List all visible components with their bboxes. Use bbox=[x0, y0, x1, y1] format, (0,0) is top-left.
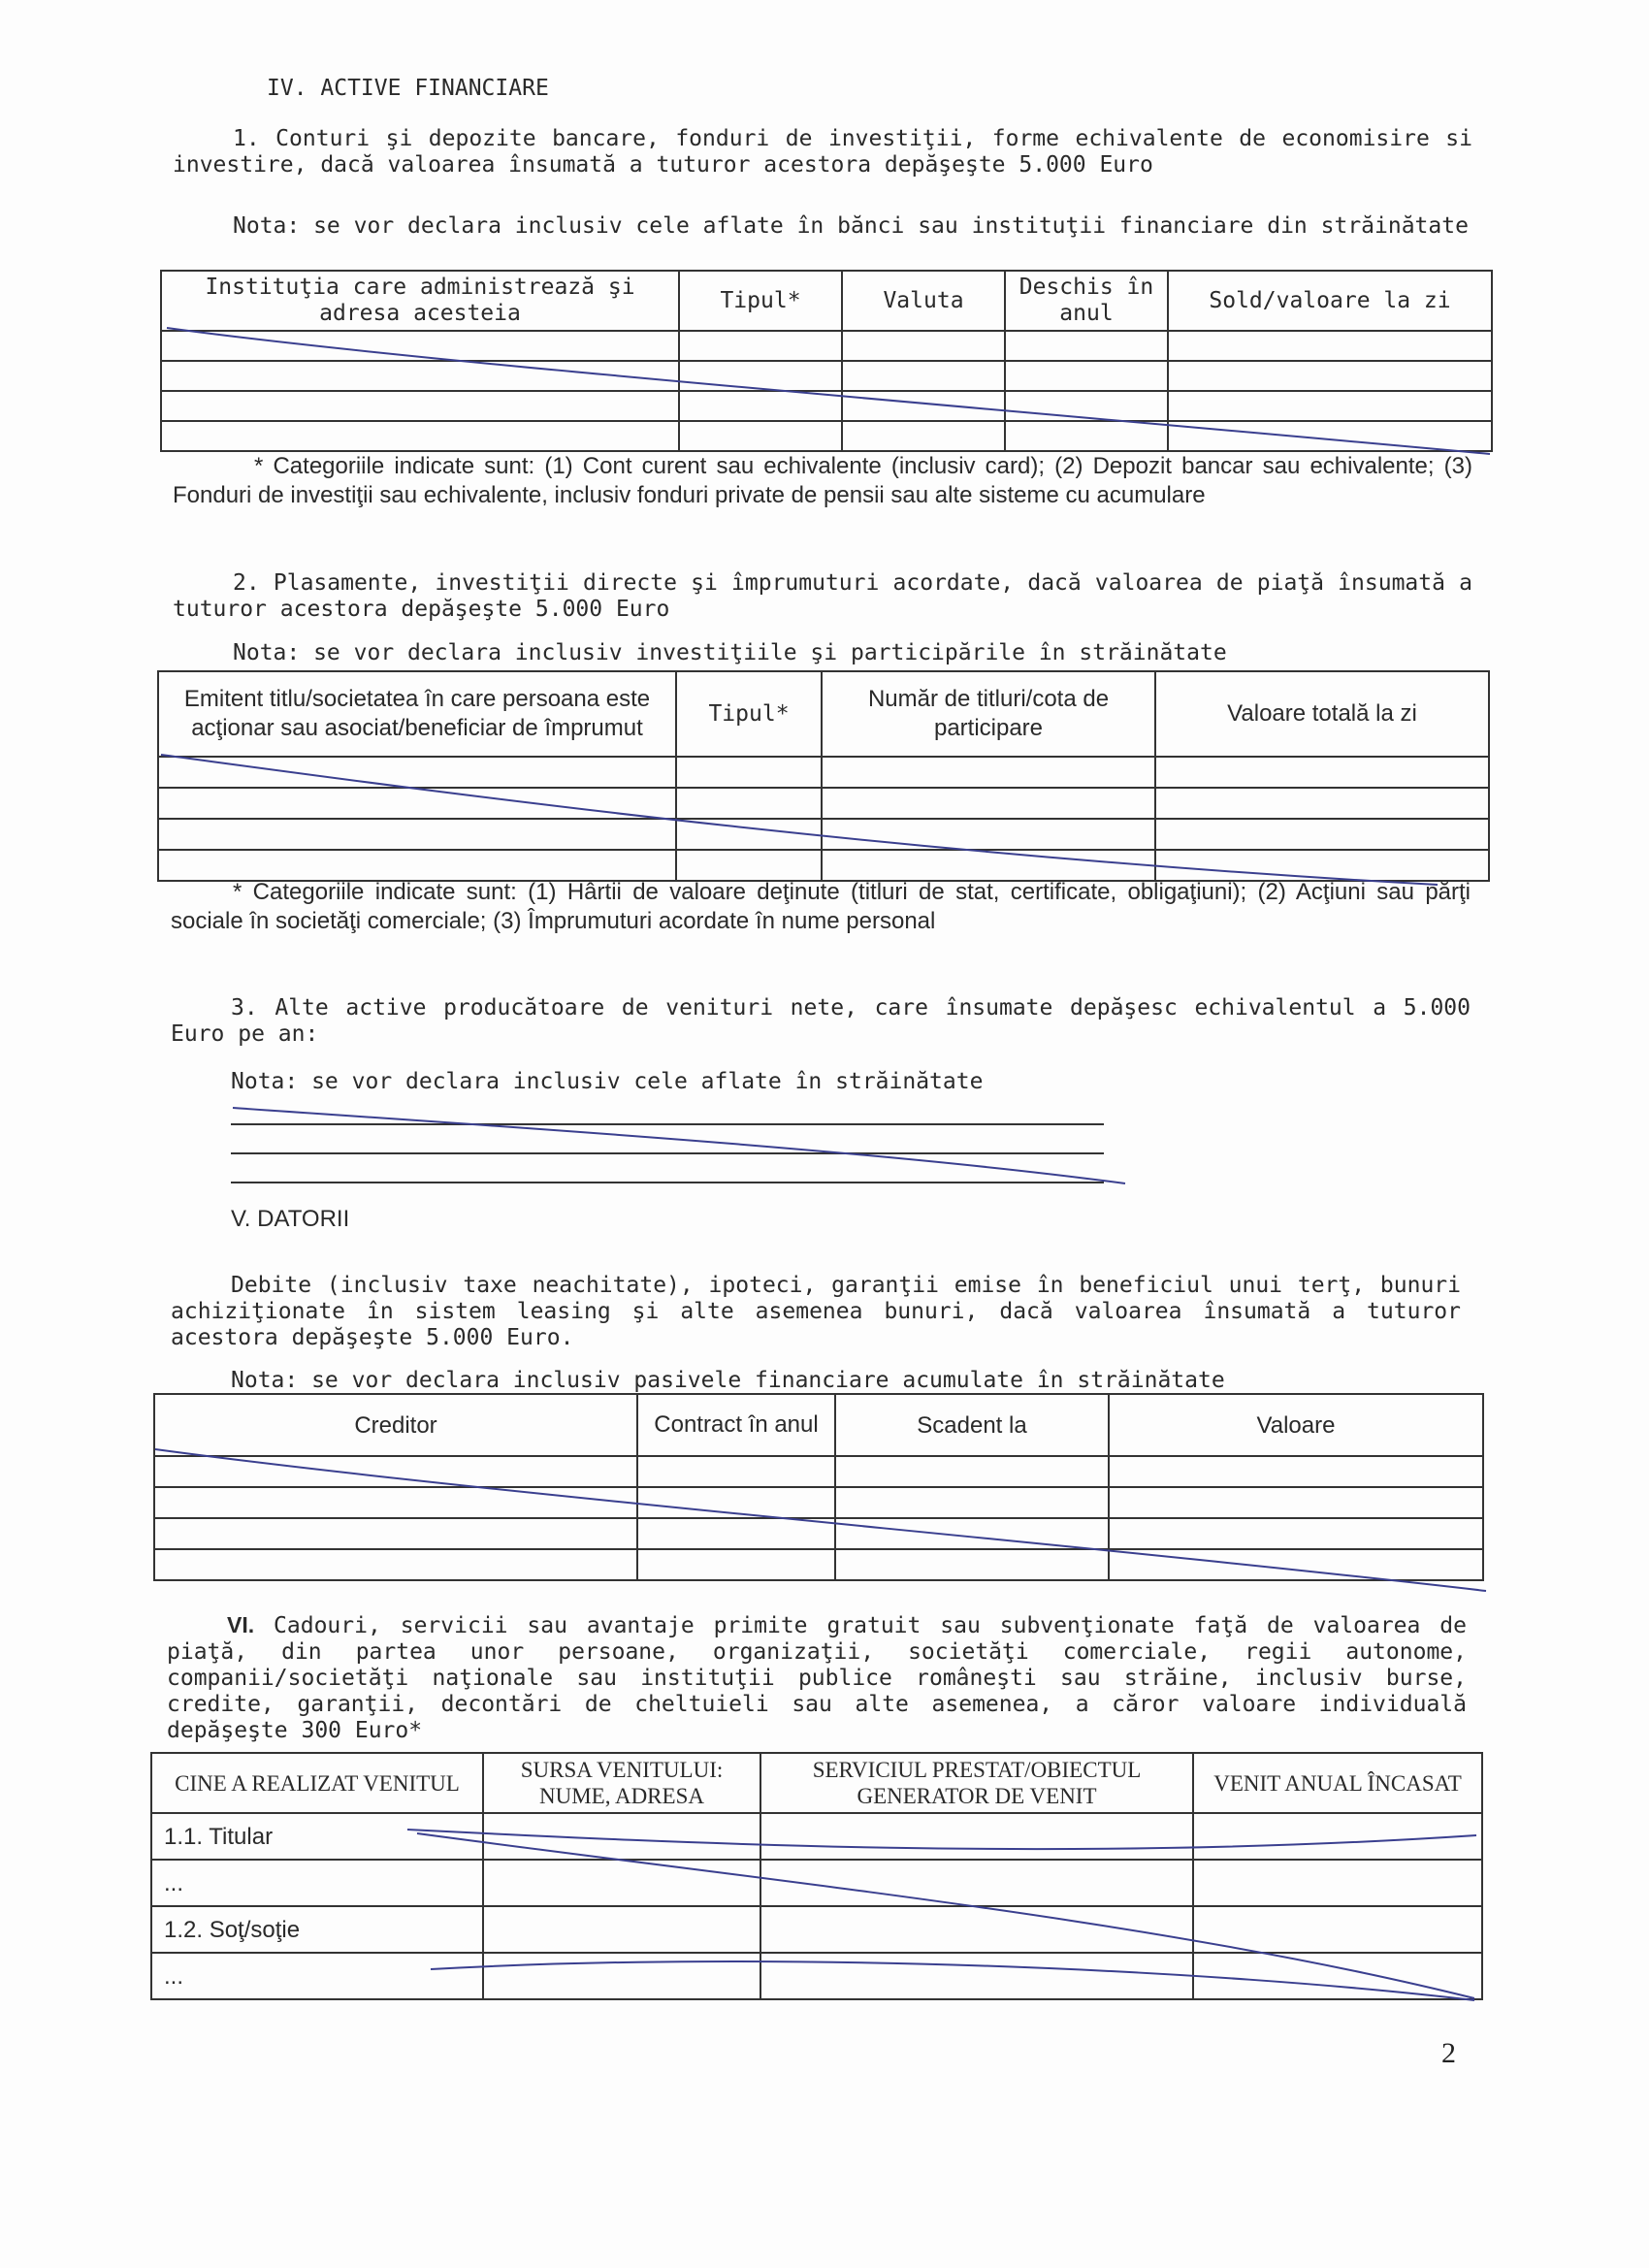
column-header: Instituţia care administrează şi adresa acesteia bbox=[161, 271, 679, 331]
column-header: Tipul* bbox=[679, 271, 842, 331]
section-iv-2-note: Nota: se vor declara inclusiv investiţiile şi participările în străinătate bbox=[233, 640, 1227, 665]
column-header: Contract în anul bbox=[637, 1394, 835, 1456]
section-v-note: Nota: se vor declara inclusiv pasivele financiare acumulate în străinătate bbox=[231, 1368, 1225, 1393]
column-header: Valuta bbox=[842, 271, 1005, 331]
page-number: 2 bbox=[1441, 2037, 1456, 2069]
column-header: Deschis în anul bbox=[1005, 271, 1168, 331]
column-header: Valoare bbox=[1109, 1394, 1483, 1456]
table-row bbox=[161, 391, 1492, 421]
table-row bbox=[151, 1906, 1482, 1953]
section-iv-1-text: 1. Conturi şi depozite bancare, fonduri de investiţii, forme echivalente de economisire si investire, dacă valoarea însumată a tuturor acestora depăşeşte 5.000 Euro bbox=[173, 126, 1486, 178]
column-header: Emitent titlu/societatea în care persoana este acţionar sau asociat/beneficiar de împrumut bbox=[158, 671, 676, 757]
section-iv-2-footnote: * Categoriile indicate sunt: (1) Hârtii de valoare deţinute (titluri de stat, certificate, obligaţiuni); (2) Acţiuni sau părţi sociale în societăţi comerciale; (3) Împrumuturi acordate în nume personal bbox=[171, 879, 1477, 934]
column-header: CINE A REALIZAT VENITUL bbox=[151, 1753, 483, 1813]
section-iv-3-text: 3. Alte active producătoare de venituri nete, care însumate depăşesc echivalentul a 5.000 Euro pe an: bbox=[171, 995, 1484, 1047]
table-row bbox=[151, 1860, 1482, 1906]
accounts-table bbox=[160, 270, 1493, 452]
table-row bbox=[154, 1518, 1483, 1549]
row-label: ... bbox=[151, 1860, 483, 1906]
section-iv-3-note: Nota: se vor declara inclusiv cele aflate în străinătate bbox=[231, 1069, 984, 1094]
strike-line bbox=[233, 1108, 1125, 1183]
table-row bbox=[158, 850, 1489, 881]
investments-table bbox=[157, 670, 1490, 882]
fill-line bbox=[231, 1152, 1104, 1154]
table-header-row bbox=[161, 271, 1492, 331]
row-label: 1.2. Soţ/soţie bbox=[151, 1906, 483, 1953]
column-header: Creditor bbox=[154, 1394, 637, 1456]
table-row bbox=[158, 788, 1489, 819]
section-iv-heading: IV. ACTIVE FINANCIARE bbox=[267, 76, 549, 101]
table-row bbox=[158, 819, 1489, 850]
column-header: SURSA VENITULUI: NUME, ADRESA bbox=[483, 1753, 760, 1813]
debts-table bbox=[153, 1393, 1484, 1581]
table-row bbox=[161, 361, 1492, 391]
column-header: Valoare totală la zi bbox=[1155, 671, 1489, 757]
table-row bbox=[161, 331, 1492, 361]
section-vi-body: Cadouri, servicii sau avantaje primite gratuit sau subvenţionate faţă de valoarea de piaţă, din partea unor persoane, organizaţii, societăţi comerciale, regii autonome, companii/societăţi naţionale sau instituţii publice româneşti sau străine, inclusiv burse, credite, garanţii, decontări de cheltuieli sau alte asemenea, a căror valoare individuală depăşeşte 300 Euro* bbox=[167, 1613, 1480, 1743]
table-header-row bbox=[151, 1753, 1482, 1813]
row-label: ... bbox=[151, 1953, 483, 1999]
fill-line bbox=[231, 1123, 1104, 1125]
table-row bbox=[158, 757, 1489, 788]
table-row bbox=[151, 1953, 1482, 1999]
table-row bbox=[161, 421, 1492, 451]
table-header-row bbox=[154, 1394, 1483, 1456]
column-header: Tipul* bbox=[676, 671, 822, 757]
table-row bbox=[154, 1487, 1483, 1518]
section-vi-heading: VI. bbox=[227, 1612, 255, 1637]
column-header: SERVICIUL PRESTAT/OBIECTUL GENERATOR DE VENIT bbox=[760, 1753, 1193, 1813]
section-v-text: Debite (inclusiv taxe neachitate), ipoteci, garanţii emise în beneficiul unui terţ, bunuri achiziţionate în sistem leasing şi alte asemenea bunuri, dacă valoarea însumată a tuturor acestora depăşeşte 5.000 Euro. bbox=[171, 1273, 1474, 1350]
column-header: Scadent la bbox=[835, 1394, 1109, 1456]
fill-line bbox=[231, 1182, 1104, 1183]
section-vi-text bbox=[167, 1612, 1480, 1744]
row-label: 1.1. Titular bbox=[151, 1813, 483, 1860]
table-row bbox=[154, 1549, 1483, 1580]
table-row bbox=[154, 1456, 1483, 1487]
section-iv-1-note: Nota: se vor declara inclusiv cele aflate în bănci sau instituţii financiare din străinătate bbox=[233, 213, 1469, 239]
column-header: Sold/valoare la zi bbox=[1168, 271, 1492, 331]
table-row bbox=[151, 1813, 1482, 1860]
section-v-heading: V. DATORII bbox=[231, 1206, 350, 1232]
table-header-row bbox=[158, 671, 1489, 757]
column-header: VENIT ANUAL ÎNCASAT bbox=[1193, 1753, 1482, 1813]
gifts-table bbox=[150, 1752, 1483, 2000]
section-iv-1-footnote: * Categoriile indicate sunt: (1) Cont curent sau echivalente (inclusiv card); (2) Depozit bancar sau echivalente; (3) Fonduri de investiţii sau echivalente, inclusiv fonduri private de pensii sau alte sisteme cu acumulare bbox=[173, 453, 1479, 508]
section-iv-2-text: 2. Plasamente, investiţii directe şi împrumuturi acordate, dacă valoarea de piaţă însumată a tuturor acestora depăşeşte 5.000 Euro bbox=[173, 570, 1486, 622]
column-header: Număr de titluri/cota de participare bbox=[822, 671, 1155, 757]
